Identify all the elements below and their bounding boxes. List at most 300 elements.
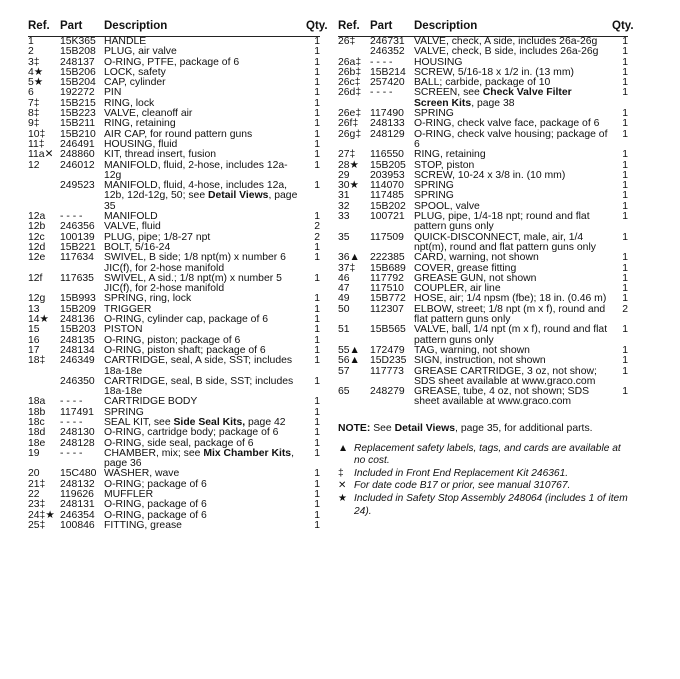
cell-description [104,521,306,531]
cell-ref: 6 [28,87,34,99]
cell-ref: 35 [338,231,350,243]
cell-description [414,88,612,109]
cell-part: - - - - [60,416,83,428]
header-part: Part [370,20,414,37]
cell-qty: 2 [314,221,320,233]
cell-ref: 7‡ [28,97,40,109]
cell-ref: 12d [28,241,46,253]
description-text: PLUG, pipe, 1/4-18 npt; round and flat pattern guns only [414,211,590,233]
note-label: NOTE: [338,422,371,434]
cell-qty: 2 [622,303,628,315]
cell-part: 15D235 [370,355,407,367]
cell-qty: 1 [622,211,628,223]
legend-text: For date code B17 or prior, see manual 310767. [354,480,571,492]
description-text: WASHER, wave [104,468,180,480]
cell-qty: 1 [314,159,320,171]
cell-qty: 1 [314,138,320,150]
table-row [28,377,320,398]
description-text: VALVE, check, B side, includes 26a-26g [414,46,599,58]
cell-part: 248128 [60,437,95,449]
description-text: SPRING, ring, lock [104,293,192,305]
description-text: FITTING, grease [104,519,182,531]
cell-ref: 50 [338,303,350,315]
description-reference: Detail Views [208,190,269,202]
cell-qty: 1 [622,56,628,68]
legend-text: Replacement safety labels, tags, and cards are available at no cost. [354,442,621,467]
cell-qty: 1 [314,427,320,439]
cell-part: 15B214 [370,66,406,78]
cell-ref: 26e‡ [338,108,362,120]
cell-qty: 1 [314,437,320,449]
cell-part: 117773 [370,365,404,377]
cell-ref: 49 [338,293,350,305]
description-text: SWIVEL, B side; 1/8 npt(m) x number 6 JIC(f), for 2-hose manifold [104,252,286,274]
description-text: STOP, piston [414,159,475,171]
cell-qty: 1 [314,252,320,264]
cell-part: 15B205 [370,159,406,171]
description-text: RING, lock [104,97,155,109]
table-row [338,130,628,151]
cell-qty: 1 [314,97,320,109]
description-reference: Side Seal Kits, [173,416,246,428]
description-text: COVER, grease fitting [414,262,517,274]
cell-ref [28,181,60,212]
legend-symbol-icon: ✕ [338,480,347,492]
cell-ref: 26f‡ [338,118,359,130]
cell-ref: 47 [338,283,350,295]
cell-qty: 1 [314,180,320,192]
cell-ref: 20 [28,468,40,480]
table-row [338,88,628,109]
description-suffix: , page 36 [104,447,294,470]
note-pre: See [370,422,395,434]
cell-qty: 1 [622,108,628,120]
description-text: MANIFOLD, fluid, 4-hose, includes 12a, 12b, 12d-12g, 50; see [104,180,288,202]
cell-ref: 12e [28,252,46,264]
table-row [28,253,320,274]
cell-part: 222385 [370,252,405,264]
cell-qty: 1 [314,149,320,161]
cell-ref: 12f [28,272,43,284]
cell-part: 248132 [60,478,95,490]
cell-qty: 1 [314,241,320,253]
description-text: BOLT, 5/16-24 [104,241,171,253]
cell-part: 15B209 [60,303,96,315]
cell-ref: 18b [28,406,46,418]
note-post: , page 35, for additional parts. [455,422,593,434]
cell-ref: 26g‡ [338,128,362,140]
description-text: VALVE, fluid [104,221,161,233]
cell-part: 248129 [370,128,405,140]
description-text: GREASE GUN, not shown [414,272,537,284]
cell-part: 100139 [60,231,95,243]
header-ref: Ref. [28,20,60,37]
description-text: MANIFOLD [104,211,158,223]
description-text: GREASE, tube, 4 oz, not shown; SDS sheet available at www.graco.com [414,386,589,408]
cell-ref: 2 [28,46,34,58]
description-text: VALVE, ball, 1/4 npt (m x f), round and flat pattern guns only [414,324,608,346]
header-qty: Qty. [306,20,320,37]
description-text: HOSE, air; 1/4 npsm (fbe); 18 in. (0.46 m) [414,293,607,305]
cell-description [104,356,306,377]
cell-part: 117635 [60,272,94,284]
cell-qty: 1 [314,36,320,47]
cell-ref: 37‡ [338,262,356,274]
cell-ref: 12b [28,221,46,233]
description-text: SEAL KIT, see [104,416,174,428]
description-text: CARD, warning, not shown [414,252,539,264]
description-text: SCREW, 5/16-18 x 1/2 in. (13 mm) [414,66,574,78]
cell-qty: 1 [314,272,320,284]
description-text: SCREEN, see [414,87,483,99]
cell-description [104,274,306,295]
cell-part: - - - - [370,56,393,68]
cell-part: 15B204 [60,77,96,89]
cell-qty: 1 [622,169,628,181]
cell-qty: 1 [314,447,320,459]
cell-part: 246491 [60,138,95,150]
table-row [338,305,628,326]
cell-part: 172479 [370,344,405,356]
cell-qty: 1 [314,118,320,130]
description-text: LOCK, safety [104,66,166,78]
legend-text: Included in Front End Replacement Kit 246361. [354,467,569,479]
description-text: QUICK-DISCONNECT, male, air, 1/4 npt(m), round and flat pattern guns only [414,231,596,253]
description-text: O-RING, package of 6 [104,499,207,511]
cell-description [414,305,612,326]
description-text: CARTRIDGE, seal, A side, SST; includes 18a-18e [104,355,293,377]
description-text: HOUSING [414,56,463,68]
description-text: PLUG, pipe; 1/8-27 npt [104,231,211,243]
cell-part: 15B210 [60,128,96,140]
cell-description [104,181,306,212]
cell-qty: 1 [622,200,628,212]
table-row [28,449,320,470]
legend-symbol-icon: ★ [338,493,348,505]
cell-ref: 12a [28,211,46,223]
cell-qty: 1 [622,128,628,140]
cell-part: 117490 [370,108,404,120]
cell-part: 246356 [60,221,95,233]
description-text: O-RING, piston shaft; package of 6 [104,344,266,356]
cell-ref: 36▲ [338,252,360,264]
cell-qty: 1 [314,211,320,223]
description-text: HOUSING, fluid [104,138,178,150]
description-text: O-RING, cylinder cap, package of 6 [104,314,269,326]
cell-ref: 24‡★ [28,509,55,521]
cell-part: 192272 [60,87,95,99]
cell-description [104,78,306,88]
description-text: AIR CAP, for round pattern guns [104,128,253,140]
cell-description [414,387,612,408]
description-text: O-RING, check valve face, package of 6 [414,118,600,130]
cell-part: 248136 [60,314,95,326]
cell-qty: 1 [622,272,628,284]
cell-qty: 1 [622,386,628,398]
cell-part: 257420 [370,77,405,89]
cell-part: 246352 [370,46,405,58]
cell-part: 248279 [370,386,405,398]
cell-ref: 16 [28,334,40,346]
cell-part: 15B208 [60,46,96,58]
cell-ref: 22 [28,489,40,501]
cell-qty: 1 [622,355,628,367]
description-text: O-RING, piston; package of 6 [104,334,241,346]
cell-ref: 21‡ [28,478,46,490]
cell-qty: 1 [314,396,320,408]
table-row [338,212,628,233]
cell-part: 248131 [60,499,95,511]
cell-ref [28,377,60,398]
cell-part: 117634 [60,252,94,264]
cell-ref: 18a [28,396,46,408]
description-text: O-RING, cartridge body; package of 6 [104,427,279,439]
legend [338,443,628,519]
cell-part: 100846 [60,519,95,531]
cell-qty: 1 [314,87,320,99]
table-row [28,161,320,182]
cell-ref: 12c [28,231,45,243]
cell-qty: 1 [314,406,320,418]
description-text: ELBOW, street; 1/8 npt (m x f), round and flat pattern guns only [414,303,606,326]
cell-description [414,233,612,254]
cell-description [104,377,306,398]
cell-part: 15B223 [60,108,96,120]
description-text: CHAMBER, mix; see [104,447,204,459]
table-row [28,521,320,531]
cell-ref: 23‡ [28,499,46,511]
description-reference: Mix Chamber Kits [203,447,292,459]
cell-qty: 1 [314,56,320,68]
cell-ref: 26d‡ [338,87,362,99]
cell-part: 15C480 [60,468,97,480]
header-qty: Qty. [612,20,628,37]
cell-part: 248133 [370,118,405,130]
cell-qty: 1 [314,314,320,326]
cell-ref: 18c [28,416,45,428]
description-text: GREASE CARTRIDGE, 3 oz, not show; SDS sheet available at www.graco.com [414,365,597,387]
cell-description [414,367,612,388]
cell-part: 249523 [60,180,95,192]
description-text: SPRING [104,406,144,418]
legend-item [338,493,628,518]
description-text: O-RING, check valve housing; package of 6 [414,128,608,150]
cell-qty: 1 [314,293,320,305]
description-text: O-RING, PTFE, package of 6 [104,56,240,68]
legend-symbol-icon: ▲ [338,442,349,454]
cell-ref: 18e [28,437,46,449]
description-text: CARTRIDGE BODY [104,396,198,408]
description-text: VALVE, cleanoff air [104,108,193,120]
description-text: RING, retaining [414,149,486,161]
cell-ref: 8‡ [28,108,40,120]
header-ref: Ref. [338,20,370,37]
cell-qty: 1 [622,77,628,89]
cell-ref: 29 [338,169,350,181]
cell-part: 117792 [370,272,404,284]
description-suffix: page 42 [245,416,286,428]
cell-part: 15B993 [60,293,96,305]
cell-part: 15B689 [370,262,406,274]
legend-text: Included in Safety Stop Assembly 248064 (includes 1 of item 24). [354,493,628,517]
cell-ref: 25‡ [28,519,46,531]
description-text: SWIVEL, A sid.; 1/8 npt(m) x number 5 JIC(f), for 2-hose manifold [104,272,282,295]
legend-item [338,480,628,493]
cell-part: 114070 [370,180,404,192]
cell-ref: 4★ [28,66,44,78]
cell-ref: 14★ [28,314,49,326]
cell-part: 248137 [60,56,95,68]
cell-ref: 18‡ [28,355,46,367]
cell-qty: 1 [314,416,320,428]
table-row [338,367,628,388]
cell-qty: 1 [314,77,320,89]
description-text: VALVE, check, A side, includes 26a-26g [414,36,598,47]
cell-qty: 1 [314,375,320,387]
cell-ref: 10‡ [28,128,46,140]
description-text: O-RING, package of 6 [104,509,207,521]
cell-qty: 2 [314,231,320,243]
cell-ref: 9‡ [28,118,40,130]
cell-description [414,130,612,151]
cell-part: 112307 [370,303,404,315]
cell-qty: 1 [622,159,628,171]
description-text: O-RING; package of 6 [104,478,207,490]
cell-qty: 1 [622,87,628,99]
cell-qty: 1 [314,108,320,120]
cell-ref: 3‡ [28,56,40,68]
cell-qty: 1 [622,262,628,274]
cell-ref: 26a‡ [338,56,362,68]
description-text: CARTRIDGE, seal, B side, SST; includes 18a-18e [104,375,294,398]
description-text: O-RING, side seal, package of 6 [104,437,254,449]
table-row [28,356,320,377]
table-row [338,325,628,346]
description-text: SPOOL, valve [414,200,480,212]
cell-ref: 26c‡ [338,77,361,89]
cell-qty: 1 [622,149,628,161]
cell-qty: 1 [314,334,320,346]
cell-qty: 1 [622,190,628,202]
cell-ref: 26‡ [338,36,356,47]
cell-qty: 1 [622,180,628,192]
cell-qty: 1 [314,324,320,336]
description-text: SPRING [414,108,454,120]
cell-description [104,161,306,182]
cell-description [414,212,612,233]
cell-part: 15B565 [370,324,406,336]
cell-part: - - - - [370,87,393,99]
cell-part: 246731 [370,36,405,47]
description-text: KIT, thread insert, fusion [104,149,217,161]
cell-qty: 1 [622,118,628,130]
cell-part: 15B772 [370,293,406,305]
description-suffix: , page 35 [104,190,298,212]
cell-part: 116550 [370,149,404,161]
cell-qty: 1 [314,499,320,511]
description-suffix: , page 38 [471,97,515,109]
cell-qty: 1 [314,489,320,501]
note-bold: Detail Views [394,422,456,434]
cell-qty: 1 [314,468,320,480]
description-text: PISTON [104,324,143,336]
cell-part: 117509 [370,231,404,243]
cell-ref: 12g [28,293,46,305]
cell-qty: 1 [314,303,320,315]
description-text: HANDLE [104,36,147,47]
cell-ref: 55▲ [338,344,360,356]
description-text: CAP, cylinder [104,77,166,89]
parts-table-right [338,20,634,518]
cell-qty: 1 [622,293,628,305]
cell-part: 15B203 [60,324,96,336]
cell-ref: 28★ [338,159,359,171]
cell-part: 15B211 [60,118,96,130]
note [338,422,628,435]
cell-part: - - - - [60,396,83,408]
cell-ref: 32 [338,200,350,212]
cell-ref: 27‡ [338,149,356,161]
cell-ref: 18d [28,427,46,439]
cell-part: 117491 [60,406,94,418]
cell-ref: 12 [28,159,40,171]
cell-qty: 1 [622,66,628,78]
cell-ref: 56▲ [338,355,360,367]
header-row [28,20,320,37]
description-text: TAG, warning, not shown [414,344,530,356]
cell-qty: 1 [314,478,320,490]
cell-description [104,449,306,470]
table-row [338,387,628,408]
table-row [28,274,320,295]
cell-qty: 1 [622,344,628,356]
cell-qty: 1 [622,252,628,264]
header-description: Description [414,20,612,37]
cell-part: 15B206 [60,66,96,78]
cell-part: 246349 [60,355,95,367]
description-text: TRIGGER [104,303,152,315]
cell-qty: 1 [314,128,320,140]
cell-qty: 1 [622,324,628,336]
cell-part: - - - - [60,211,83,223]
cell-ref: 19 [28,447,40,459]
description-text: COUPLER, air line [414,283,501,295]
cell-ref: 57 [338,365,350,377]
cell-qty: 1 [622,46,628,58]
description-text: SPRING [414,190,454,202]
cell-qty: 1 [622,283,628,295]
parts-table-left [28,20,328,531]
table-row [338,233,628,254]
cell-part: 117510 [370,283,404,295]
cell-qty: 1 [314,355,320,367]
cell-ref: 17 [28,344,40,356]
cell-qty: 1 [622,231,628,243]
cell-part: 15B215 [60,97,96,109]
cell-ref: 65 [338,386,350,398]
description-reference: Check Valve Filter Screen Kits [414,87,572,109]
cell-qty: 1 [314,519,320,531]
legend-symbol-icon: ‡ [338,467,344,479]
cell-part: 248130 [60,427,95,439]
cell-ref: 26b‡ [338,66,362,78]
description-text: SIGN, instruction, not shown [414,355,546,367]
cell-ref: 30★ [338,180,359,192]
cell-part: 248860 [60,149,95,161]
cell-part: 246012 [60,159,95,171]
cell-part: 15B221 [60,241,96,253]
description-text: MUFFLER [104,489,154,501]
